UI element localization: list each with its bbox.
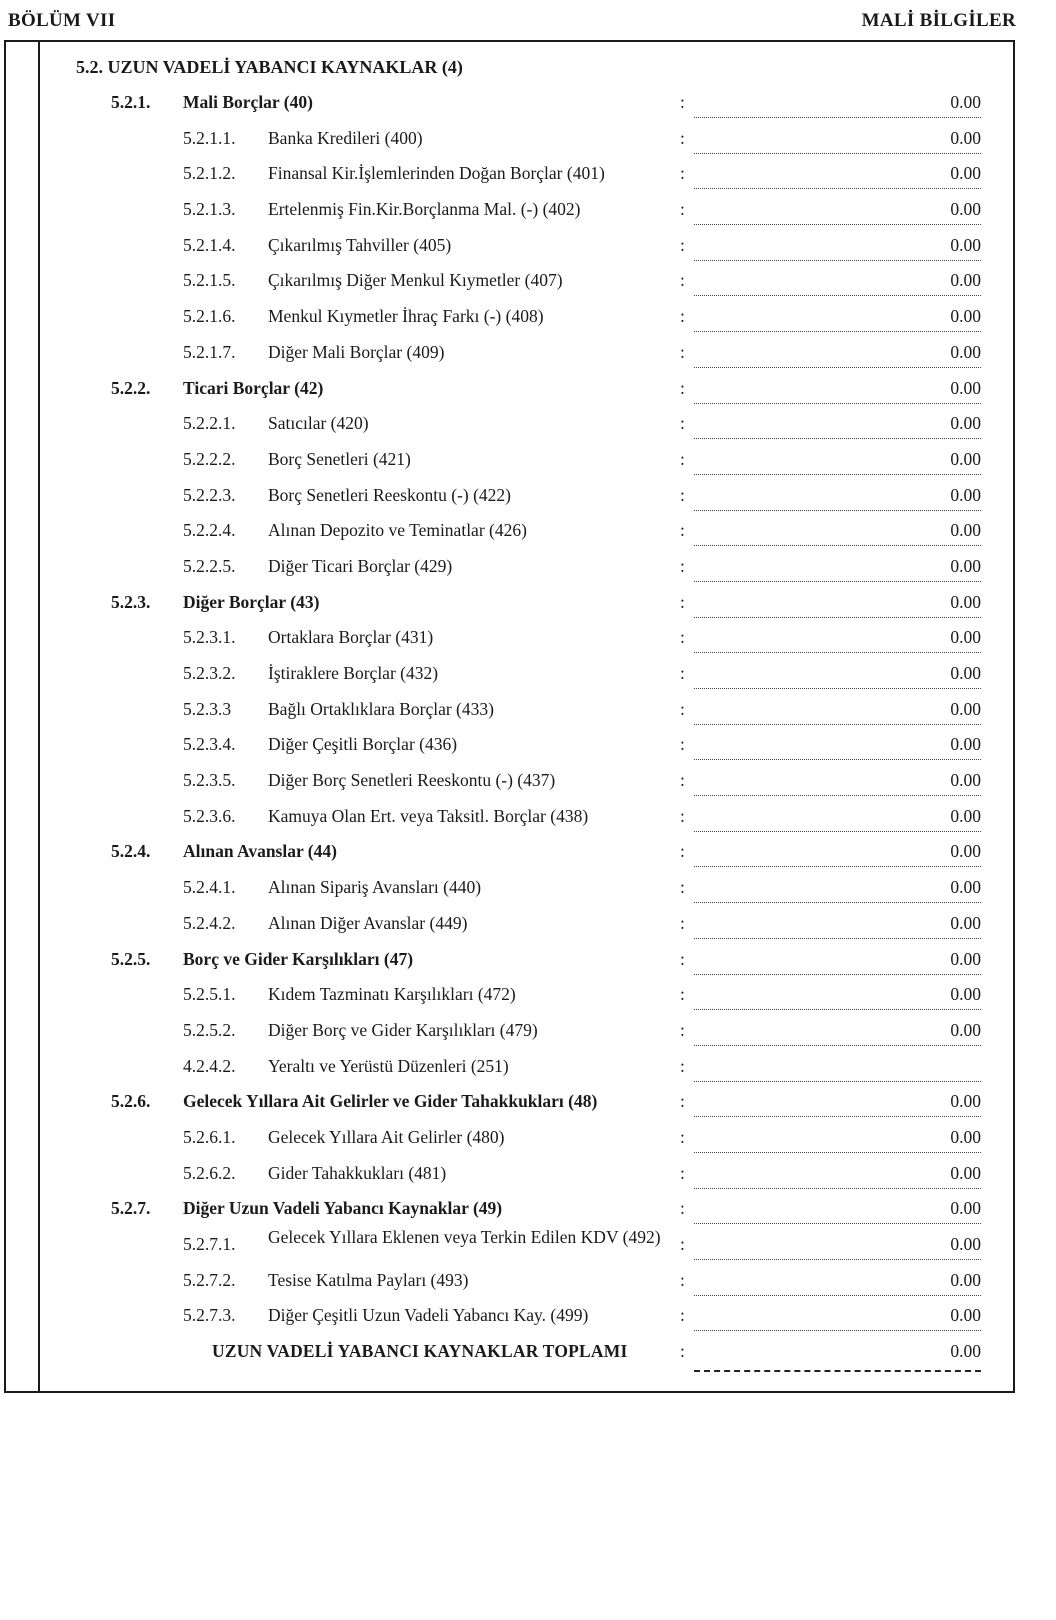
row-code: 5.2.3.4.	[183, 734, 236, 755]
row-code: 5.2.4.	[111, 841, 151, 862]
section-header: BÖLÜM VII	[8, 10, 116, 31]
account-row	[0, 264, 1011, 300]
row-code: 5.2.3.5.	[183, 770, 236, 791]
dotted-leader	[694, 866, 981, 867]
row-label: Yeraltı ve Yerüstü Düzenleri (251)	[268, 1055, 509, 1076]
account-row	[0, 1014, 1011, 1050]
row-label: Gelecek Yıllara Eklenen veya Terkin Edilen KDV (492)	[268, 1227, 661, 1247]
row-colon: :	[680, 1198, 685, 1219]
account-row	[0, 693, 1011, 729]
row-value: 0.00	[950, 912, 981, 933]
row-value: 0.00	[950, 163, 981, 184]
row-colon: :	[680, 877, 685, 898]
row-value: 0.00	[950, 484, 981, 505]
row-colon: :	[680, 770, 685, 791]
row-label: Çıkarılmış Tahviller (405)	[268, 234, 452, 255]
row-colon: :	[680, 1126, 685, 1147]
row-label: Borç Senetleri (421)	[268, 448, 411, 469]
account-row	[0, 1228, 1011, 1264]
total-row	[0, 1335, 1011, 1371]
account-row	[0, 978, 1011, 1014]
section-title: 5.2. UZUN VADELİ YABANCI KAYNAKLAR (4)	[76, 57, 463, 77]
dotted-leader	[694, 188, 981, 189]
dashed-leader	[694, 1370, 981, 1372]
row-value: 0.00	[950, 1305, 981, 1326]
row-label: Diğer Uzun Vadeli Yabancı Kaynaklar (49)	[183, 1198, 503, 1219]
dotted-leader	[694, 688, 981, 689]
row-value: 0.00	[950, 663, 981, 683]
dotted-leader	[694, 510, 981, 511]
row-value: 0.00	[950, 1234, 981, 1254]
group-row	[0, 86, 1011, 122]
dotted-leader	[694, 795, 981, 796]
row-value: 0.00	[950, 377, 981, 398]
dotted-leader	[694, 938, 981, 939]
dotted-leader	[694, 1295, 981, 1296]
row-value: 0.00	[950, 341, 981, 362]
dotted-leader	[694, 1116, 981, 1117]
row-code: 5.2.7.3.	[183, 1305, 236, 1326]
row-colon: :	[680, 805, 685, 826]
row-value: 0.00	[950, 877, 981, 898]
row-code: 5.2.2.	[111, 377, 151, 398]
row-colon: :	[680, 127, 685, 148]
account-row	[0, 550, 1011, 586]
dotted-leader	[694, 581, 981, 582]
row-colon: :	[680, 413, 685, 434]
row-label: Tesise Katılma Payları (493)	[268, 1269, 469, 1290]
row-value: 0.00	[950, 984, 981, 1005]
dotted-leader	[694, 1259, 981, 1260]
row-colon: :	[680, 1091, 685, 1112]
account-row	[0, 157, 1011, 193]
dotted-leader	[694, 474, 981, 475]
dotted-leader	[694, 545, 981, 546]
row-code: 5.2.7.1.	[183, 1234, 236, 1254]
row-label: İştiraklere Borçlar (432)	[268, 663, 439, 683]
row-colon: :	[680, 520, 685, 541]
account-row	[0, 657, 1011, 693]
row-colon: :	[680, 734, 685, 755]
row-label: Borç Senetleri Reeskontu (-) (422)	[268, 484, 511, 505]
row-colon: :	[680, 555, 685, 576]
account-row	[0, 1050, 1011, 1086]
row-value: 0.00	[950, 841, 981, 862]
row-colon: :	[680, 1234, 685, 1254]
dotted-leader	[694, 117, 981, 118]
account-row	[0, 122, 1011, 158]
row-colon: :	[680, 948, 685, 969]
row-label: Gelecek Yıllara Ait Gelirler (480)	[268, 1126, 505, 1147]
dotted-leader	[694, 652, 981, 653]
dotted-leader	[694, 367, 981, 368]
dotted-leader	[694, 902, 981, 903]
row-code: 5.2.5.2.	[183, 1019, 236, 1040]
row-value: 0.00	[950, 127, 981, 148]
account-row	[0, 1121, 1011, 1157]
dotted-leader	[694, 1223, 981, 1224]
total-label: UZUN VADELİ YABANCI KAYNAKLAR TOPLAMI	[212, 1341, 628, 1362]
dotted-leader	[694, 438, 981, 439]
dotted-leader	[694, 260, 981, 261]
group-row	[0, 372, 1011, 408]
row-colon: :	[680, 1162, 685, 1183]
row-value: 0.00	[950, 805, 981, 826]
row-value: 0.00	[950, 770, 981, 791]
dotted-leader	[694, 974, 981, 975]
row-label: Alınan Depozito ve Teminatlar (426)	[268, 520, 527, 541]
page-category-header: MALİ BİLGİLER	[861, 10, 1016, 31]
row-code: 5.2.1.3.	[183, 199, 236, 220]
group-row	[0, 1085, 1011, 1121]
row-code: 5.2.7.	[111, 1198, 151, 1219]
row-colon: :	[680, 270, 685, 291]
row-value: 0.00	[950, 1269, 981, 1290]
account-row	[0, 907, 1011, 943]
row-value: 0.00	[950, 92, 981, 112]
account-row	[0, 728, 1011, 764]
row-value: 0.00	[950, 270, 981, 291]
row-value: 0.00	[950, 1019, 981, 1040]
row-value: 0.00	[950, 234, 981, 255]
row-colon: :	[680, 984, 685, 1005]
row-value: 0.00	[950, 199, 981, 220]
account-row	[0, 871, 1011, 907]
row-colon: :	[680, 1055, 685, 1076]
row-code: 5.2.3.1.	[183, 627, 236, 648]
dotted-leader	[694, 1188, 981, 1189]
account-row	[0, 479, 1011, 515]
row-code: 5.2.6.	[111, 1091, 151, 1112]
row-code: 5.2.2.4.	[183, 520, 236, 541]
account-row	[0, 1264, 1011, 1300]
dotted-leader	[694, 224, 981, 225]
dotted-leader	[694, 1045, 981, 1046]
row-colon: :	[680, 1341, 685, 1362]
dotted-leader	[694, 1009, 981, 1010]
row-label: Alınan Sipariş Avansları (440)	[268, 877, 482, 898]
account-row	[0, 800, 1011, 836]
row-value: 0.00	[950, 948, 981, 969]
row-label: Kamuya Olan Ert. veya Taksitl. Borçlar (438)	[268, 805, 589, 826]
row-code: 5.2.3.6.	[183, 805, 236, 826]
account-list	[0, 86, 1011, 1371]
row-code: 5.2.5.1.	[183, 984, 236, 1005]
row-code: 5.2.1.2.	[183, 163, 236, 184]
row-colon: :	[680, 163, 685, 184]
row-value: 0.00	[950, 627, 981, 648]
row-label: Borç ve Gider Karşılıkları (47)	[183, 948, 414, 969]
row-colon: :	[680, 1305, 685, 1326]
row-label: Kıdem Tazminatı Karşılıkları (472)	[268, 984, 516, 1005]
row-label: Banka Kredileri (400)	[268, 127, 423, 148]
row-code: 4.2.4.2.	[183, 1055, 236, 1076]
row-code: 5.2.6.2.	[183, 1162, 236, 1183]
row-colon: :	[680, 627, 685, 648]
row-colon: :	[680, 92, 685, 112]
row-colon: :	[680, 1269, 685, 1290]
row-colon: :	[680, 484, 685, 505]
row-colon: :	[680, 912, 685, 933]
row-label: Satıcılar (420)	[268, 413, 369, 434]
row-code: 5.2.1.	[111, 92, 151, 112]
dotted-leader	[694, 759, 981, 760]
dotted-leader	[694, 295, 981, 296]
account-row	[0, 764, 1011, 800]
row-value: 0.00	[950, 306, 981, 327]
row-value: 0.00	[950, 555, 981, 576]
total-value: 0.00	[950, 1341, 981, 1362]
row-code: 5.2.7.2.	[183, 1269, 236, 1290]
dotted-leader	[694, 617, 981, 618]
dotted-leader	[694, 403, 981, 404]
row-label: Diğer Çeşitli Uzun Vadeli Yabancı Kay. (499)	[268, 1305, 589, 1326]
group-row	[0, 835, 1011, 871]
row-value: 0.00	[950, 698, 981, 719]
row-value: 0.00	[950, 448, 981, 469]
row-colon: :	[680, 377, 685, 398]
row-label: Diğer Ticari Borçlar (429)	[268, 555, 453, 576]
row-code: 5.2.4.2.	[183, 912, 236, 933]
row-code: 5.2.3.3	[183, 698, 232, 719]
dotted-leader	[694, 1081, 981, 1082]
row-colon: :	[680, 199, 685, 220]
row-code: 5.2.4.1.	[183, 877, 236, 898]
row-value: 0.00	[950, 520, 981, 541]
row-value: 0.00	[950, 1162, 981, 1183]
row-label: Alınan Diğer Avanslar (449)	[268, 912, 468, 933]
row-label: Ertelenmiş Fin.Kir.Borçlanma Mal. (-) (402)	[268, 199, 581, 220]
row-label: Diğer Çeşitli Borçlar (436)	[268, 734, 458, 755]
row-label: Diğer Mali Borçlar (409)	[268, 341, 445, 362]
account-row	[0, 1299, 1011, 1335]
row-code: 5.2.1.1.	[183, 127, 236, 148]
row-value: 0.00	[950, 1126, 981, 1147]
group-row	[0, 943, 1011, 979]
group-row	[0, 586, 1011, 622]
row-value: 0.00	[950, 1091, 981, 1112]
account-row	[0, 336, 1011, 372]
row-label: Gider Tahakkukları (481)	[268, 1162, 447, 1183]
row-code: 5.2.1.6.	[183, 306, 236, 327]
row-value: 0.00	[950, 591, 981, 612]
dotted-leader	[694, 1152, 981, 1153]
row-colon: :	[680, 341, 685, 362]
account-row	[0, 300, 1011, 336]
group-row	[0, 1192, 1011, 1228]
row-label: Menkul Kıymetler İhraç Farkı (-) (408)	[268, 306, 544, 327]
account-row	[0, 443, 1011, 479]
row-label: Çıkarılmış Diğer Menkul Kıymetler (407)	[268, 270, 563, 291]
row-label: Ticari Borçlar (42)	[183, 377, 324, 398]
row-label: Finansal Kir.İşlemlerinden Doğan Borçlar (401)	[268, 163, 605, 184]
account-row	[0, 407, 1011, 443]
row-label: Bağlı Ortaklıklara Borçlar (433)	[268, 698, 494, 719]
account-row	[0, 621, 1011, 657]
row-label: Alınan Avanslar (44)	[183, 841, 337, 862]
row-code: 5.2.2.1.	[183, 413, 236, 434]
row-label: Diğer Borç Senetleri Reeskontu (-) (437)	[268, 770, 556, 791]
row-label: Ortaklara Borçlar (431)	[268, 627, 434, 648]
row-label: Gelecek Yıllara Ait Gelirler ve Gider Tahakkukları (48)	[183, 1091, 598, 1112]
account-row	[0, 229, 1011, 265]
account-row	[0, 514, 1011, 550]
row-colon: :	[680, 841, 685, 862]
row-label: Mali Borçlar (40)	[183, 92, 313, 112]
row-code: 5.2.1.5.	[183, 270, 236, 291]
row-code: 5.2.3.	[111, 591, 151, 612]
row-colon: :	[680, 591, 685, 612]
row-code: 5.2.2.2.	[183, 448, 236, 469]
row-code: 5.2.1.4.	[183, 234, 236, 255]
account-row	[0, 193, 1011, 229]
row-label: Diğer Borçlar (43)	[183, 591, 320, 612]
row-colon: :	[680, 448, 685, 469]
row-colon: :	[680, 663, 685, 683]
row-value: 0.00	[950, 413, 981, 434]
row-colon: :	[680, 306, 685, 327]
row-colon: :	[680, 698, 685, 719]
dotted-leader	[694, 1330, 981, 1331]
row-code: 5.2.6.1.	[183, 1126, 236, 1147]
row-colon: :	[680, 1019, 685, 1040]
row-label: Diğer Borç ve Gider Karşılıkları (479)	[268, 1019, 538, 1040]
row-code: 5.2.3.2.	[183, 663, 236, 683]
dotted-leader	[694, 153, 981, 154]
dotted-leader	[694, 724, 981, 725]
row-code: 5.2.2.5.	[183, 555, 236, 576]
account-row	[0, 1157, 1011, 1193]
dotted-leader	[694, 331, 981, 332]
row-code: 5.2.5.	[111, 948, 151, 969]
dotted-leader	[694, 831, 981, 832]
row-colon: :	[680, 234, 685, 255]
row-code: 5.2.1.7.	[183, 341, 236, 362]
row-code: 5.2.2.3.	[183, 484, 236, 505]
row-value: 0.00	[950, 1198, 981, 1219]
row-value: 0.00	[950, 734, 981, 755]
